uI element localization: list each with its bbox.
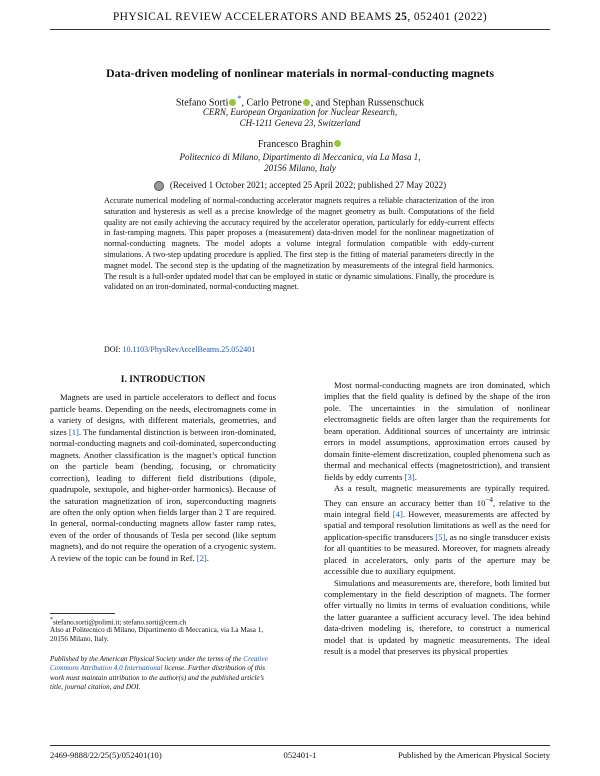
footer-rule — [50, 745, 550, 746]
header-rule — [50, 29, 550, 30]
article-number: 052401 (2022) — [413, 11, 488, 23]
affiliation-cern: CERN, European Organization for Nuclear Research, CH-1211 Geneva 23, Switzerland — [202, 107, 398, 128]
crossmark-icon[interactable] — [154, 181, 164, 191]
doi-line: DOI: 10.1103/PhysRevAccelBeams.25.052401 — [104, 345, 256, 354]
footer-page-number: 052401-1 — [283, 750, 317, 760]
journal-volume: 25 — [395, 11, 408, 23]
author-footnote-mark[interactable]: * — [237, 94, 242, 103]
author-russenschuck: and Stephan Russenschuck — [315, 97, 425, 109]
right-column — [324, 380, 550, 658]
author-sorti: Stefano Sorti — [175, 97, 229, 109]
citation-link[interactable]: [2] — [196, 552, 207, 563]
license-link[interactable]: Creative Commons Attribution 4.0 International — [50, 655, 268, 673]
intro-paragraph-2: Most normal-conducting magnets are iron dominated, which implies that the field quality is defined by the shape of the iron pole. The uncertainties in the simulation of nonlinear electromagnetic fields are often larger than the requirements for beam operation. Additional sources of uncertainty are intrinsic errors in model assumptions, approximation errors caused by domain finite-element discretization, coupled phenomena such as thermal and mechanical effects (magnetostriction), and transient fields by eddy currents [3]. — [324, 380, 550, 482]
intro-paragraph-3: As a result, magnetic measurements are typically required. They can ensure an accuracy better than $10^{-4}$, relative to the main integral field [4]. However, measurements are affected by spatial and temporal resolution limitations as well as the need for application-specific transducers [5], as no single transducer exists for all quantities to be measured. Moreover, for magnets already placed in accelerators, only parts of the aperture may be accessible due to auxiliary equipment. — [324, 483, 551, 577]
citation-link[interactable]: [5] — [435, 531, 446, 542]
footnote-email: *stefano.sorti@polimi.it; stefano.sorti@cern.ch — [50, 617, 187, 627]
section-heading: I. INTRODUCTION — [120, 375, 206, 385]
footnote-rule — [50, 613, 115, 614]
author-braghin: Francesco Braghin — [257, 139, 334, 150]
author-line-1: Stefano Sorti *, Carlo Petrone , and Stephan Russenschuck — [175, 94, 425, 109]
journal-name: PHYSICAL REVIEW ACCELERATORS AND BEAMS — [112, 11, 392, 23]
orcid-icon[interactable] — [303, 99, 310, 106]
citation-link[interactable]: [1] — [68, 426, 79, 437]
citation-link[interactable]: [3] — [404, 471, 415, 482]
footnote-license: Published by the American Physical Society under the terms of the Creative Commons Attribution 4.0 International license. Further distribution of this work must maintain attribution to the author(s) and the published article’s title, journal citation, and DOI. — [50, 655, 268, 691]
paper-title: Data-driven modeling of nonlinear materials in normal-conducting magnets — [105, 66, 495, 80]
abstract: Accurate numerical modeling of normal-conducting accelerator magnets requires a reliable characterization of the iron saturation and hysteresis as well as a precise knowledge of the magnet geometry as built. Computations of the field quality are not easily achieving the accuracy required by the accelerator operation, particularly for eddy-current effects in fast-ramping magnets. This paper proposes a (measurement) data-driven model for the nonlinear magnetization of normal-conducting magnets. The model adopts a volume integral formulation compatible with eddy-current simulations. A two-step updating procedure is applied. The first step is the fitting of material parameters directly in the magnet model. The second step is the updating of the magnetization by measurements of the integral field harmonics. The result is a full-order updated model that can be employed in static or dynamic simulations. Finally, the procedure is validated on an iron-dominated, normal-conducting magnet. — [104, 196, 494, 292]
received-dates: (Received 1 October 2021; accepted 25 April 2022; published 27 May 2022) — [0, 180, 600, 191]
author-line-2 — [0, 138, 600, 151]
footnote-also-at: Also at Politecnico di Milano, Dipartimento di Meccanica, via La Masa 1, 20156 Milano, Italy. — [50, 626, 264, 644]
left-column — [50, 375, 276, 564]
journal-header: PHYSICAL REVIEW ACCELERATORS AND BEAMS 25, 052401 (2022) — [112, 11, 488, 23]
orcid-icon[interactable] — [229, 99, 236, 106]
intro-paragraph-1: Magnets are used in particle accelerators to deflect and focus particle beams. Depending on the needs, electromagnets come in a variety of designs, with different materials, geometries, and sizes [1]. The fundamental distinction is between iron-dominated, normal-conducting magnets and coil-dominated, superconducting magnets. Another classification is the magnet’s optical function on the particle beam (bending, focusing, or chromaticity correction), leading to different field distributions (dipole, quadrupole, sextupole, and higher-order harmonics). Because of the saturation magnetization of iron, superconducting magnets are often the only option when fields larger than 2 T are required. In general, normal-conducting magnets allow faster ramp rates, even of the order of thousands of Tesla per second (like septum magnets), and do not require the operation of a cryogenic system. A review of the topic can be found in Ref. [2]. — [50, 392, 277, 563]
footer-issn: 2469-9888/22/25(5)/052401(10) — [50, 750, 162, 760]
footer-publisher: Published by the American Physical Society — [397, 750, 550, 760]
author-petrone: Carlo Petrone — [246, 97, 302, 109]
citation-link[interactable]: [4] — [392, 508, 403, 519]
doi-link[interactable]: 10.1103/PhysRevAccelBeams.25.052401 — [122, 345, 256, 354]
author-email[interactable]: stefano.sorti@polimi.it; stefano.sorti@cern.ch — [53, 618, 187, 627]
affiliation-polimi: Politecnico di Milano, Dipartimento di Meccanica, via La Masa 1, 20156 Milano, Italy — [179, 152, 421, 173]
orcid-icon[interactable] — [334, 140, 341, 147]
intro-paragraph-4: Simulations and measurements are, therefore, both limited but complementary in the field description of magnets. The former offer virtually no limits in terms of evaluation conditions, while the latter guarantee a sufficient accuracy level. The idea behind data-driven modeling is, therefore, to construct a numerical model that is updated by magnetic measurements. The ideal result is a model that preserves its physical properties — [324, 577, 550, 657]
